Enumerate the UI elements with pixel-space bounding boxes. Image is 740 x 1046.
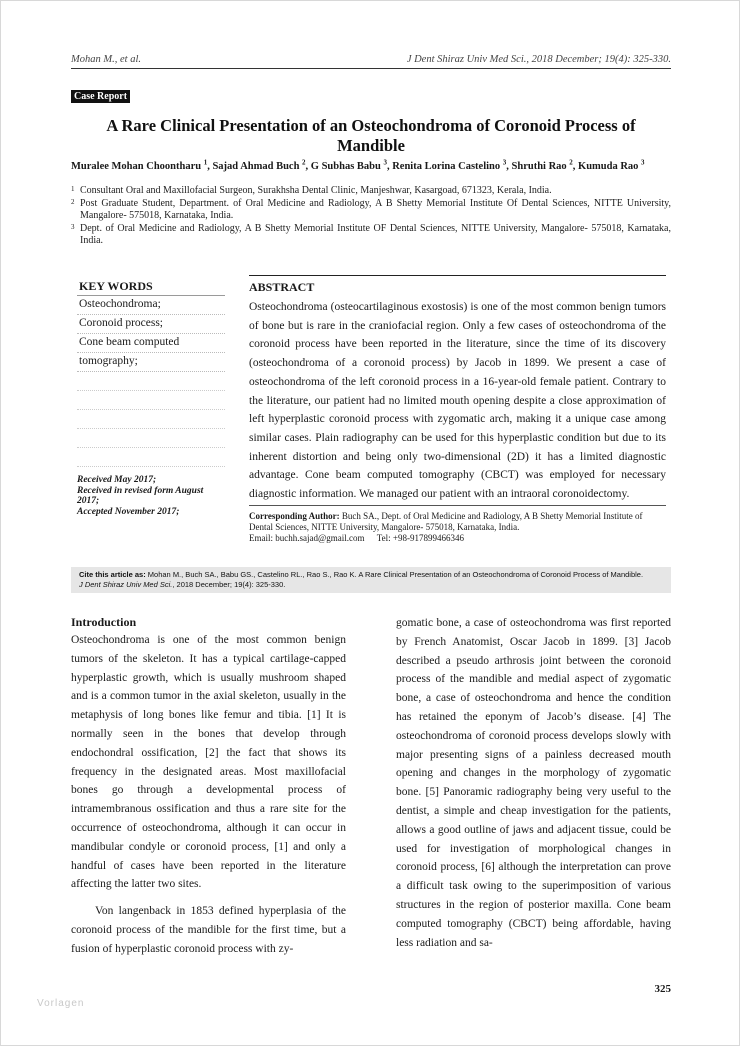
citation-journal-details: , 2018 December; 19(4): 325-330. (172, 580, 286, 589)
abstract-text: Osteochondroma (osteocartilaginous exostosis) is one of the most common benign tumors of bone but is rare in the craniofacial region. Only a few cases of osteochondroma of the coronoid process have been reported in the literature, since the time of its discovery (osteochondroma of a coronoid process) by Jacob in 1899. We present a case of osteochondroma of the left coronoid process in a 16-year-old female patient. Contrary to the literature, our patient had no limited mouth opening despite a close approximation of left hyperplastic coronoid process with zygomatic arch, making it a unique case among similar cases. Plain radiography can be used for this hyperplastic condition but due to its inherent distortion and being only two-dimensional (2D) it has a limited diagnostic advantage. Cone beam computed tomography (CBCT) was employed for necessary diagnostic information. We managed our patient with an intraoral coronoidectomy. (249, 301, 666, 501)
keyword: Coronoid process; (77, 315, 225, 334)
affiliation: 1 Consultant Oral and Maxillofacial Surgeon, Surakhsha Dental Clinic, Manjeshwar, Kasargoad, 671323, Kerala, India. (71, 185, 552, 196)
abstract-title: ABSTRACT (249, 280, 315, 294)
author: Muralee Mohan Choontharu $^1$, (71, 158, 213, 172)
received-date: Received May 2017; (77, 475, 157, 485)
citation-label: Cite this article as: (79, 570, 146, 579)
keyword-blank-line (77, 410, 225, 429)
affiliation: 3 Dept. of Oral Medicine and Radiology, A B Shetty Memorial Institute OF Dental Sciences, NITTE University, Mangalore- 575018, Karnataka, India. (71, 222, 671, 246)
body-column-left (71, 614, 346, 959)
author: G Subhas Babu $^3$, (310, 158, 393, 172)
corresponding-address: Buch SA., Dept. of Oral Medicine and Radiology, A B Shetty Memorial Institute of Dental Sciences, NITTE University, Mangalore- 575018, Karnataka, India. (249, 510, 643, 532)
body-paragraph: Von langenback in 1853 defined hyperplasia of the coronoid process of the mandible for the first time, but a fusion of hyperplastic coronoid process with zy- (71, 905, 346, 955)
keyword-blank-line (77, 448, 225, 467)
running-head-journal: J Dent Shiraz Univ Med Sci., 2018 December; 19(4): 325-330. (406, 54, 671, 65)
header-rule (71, 68, 671, 69)
running-head-authors: Mohan M., et al. (71, 54, 141, 65)
author-list (71, 158, 671, 172)
submission-dates (77, 475, 225, 517)
keyword: Osteochondroma; (77, 296, 225, 315)
keywords-box (77, 277, 225, 517)
introduction-heading: Introduction (71, 615, 137, 629)
abstract-bottom-rule (249, 505, 666, 506)
corresponding-tel: Tel: +98-917899466346 (376, 532, 464, 543)
article-type-badge: Case Report (71, 90, 130, 103)
citation-box (71, 567, 671, 593)
abstract-section (249, 275, 666, 544)
corresponding-label: Corresponding Author: (249, 510, 340, 521)
corresponding-author (249, 511, 666, 544)
author: Renita Lorina Castelino $^3$, (392, 158, 512, 172)
author: Kumuda Rao $^3$ (578, 158, 645, 172)
citation-journal: J Dent Shiraz Univ Med Sci. (79, 580, 173, 589)
affiliations (71, 185, 671, 248)
keyword-blank-line (77, 372, 225, 391)
watermark-text: Vorlagen (37, 998, 85, 1009)
affiliation: 2 Post Graduate Student, Department. of Oral Medicine and Radiology, A B Shetty Memorial Institute Of Dental Sciences, NITTE University, Mangalore- 575018, Karnataka, India. (71, 197, 671, 221)
body-paragraph: Osteochondroma is one of the most common benign tumors of the skeleton. It has a typical cartilage-capped hyperplastic growth, which is usually mushroom shaped and is a common tumor in the axial skeleton, usually in the metaphysis of long bones like femur and tibia. [1] It is normally seen in the bones that develop through endochondral ossification, [2] the fact that shows its frequency in the designated areas. Most maxillofacial bones go through a developmental process of intramembranous ossification and thus a rare site for the occurrence of osteochondroma, although it can occur in mandibular condyle or coronoid process, [1] and only a handful of cases have been reported in the literature affecting the latter two sites. (71, 634, 346, 891)
author: Sajad Ahmad Buch $^2$, (212, 158, 311, 172)
keyword-blank-line (77, 429, 225, 448)
keyword: Cone beam computed (77, 334, 225, 353)
keyword-blank-line (77, 391, 225, 410)
author: Shruthi Rao $^2$, (511, 158, 579, 172)
keyword: tomography; (77, 353, 225, 372)
paper-title: A Rare Clinical Presentation of an Osteochondroma of Coronoid Process of Mandible (106, 116, 636, 155)
body-column-right (396, 614, 671, 952)
revised-date: Received in revised form August 2017; (77, 485, 204, 506)
keywords-title: KEY WORDS (77, 277, 225, 296)
citation-text: Mohan M., Buch SA., Babu GS., Castelino RL., Rao S., Rao K. A Rare Clinical Presentation of an Osteochondroma of Coronoid Process of Mandible. (147, 570, 644, 579)
accepted-date: Accepted November 2017; (77, 506, 180, 517)
page-number: 325 (654, 983, 671, 995)
body-paragraph: gomatic bone, a case of osteochondroma was first reported by French Anatomist, Oscar Jacob in 1899. [3] Jacob described a pseudo arthrosis joint between the coronoid process of the mandible and medial aspect of zygomatic bone, a case of osteochondroma and hence the condition has retained the eponym of Jacob’s disease. [4] The osteochondroma of coronoid process develops slowly with major presenting signs of a painless decreased mouth opening and changes in the morphology of zygomatic bone. [5] Panoramic radiography being very useful to the dentist, a simple and cheap investigation for the patients, allows a good outline of jaws and adjacent tissue, could be used for investigation of morphological changes in coronoid process, [6] although the interpretation can prove a difficult task owing to the superimposition of various structures in the region of posterior maxilla. Cone beam computed tomography (CBCT) being affordable, having less radiation and sa- (396, 617, 671, 949)
abstract-top-rule (249, 275, 666, 276)
corresponding-email[interactable]: Email: buchh.sajad@gmail.com (249, 532, 365, 543)
